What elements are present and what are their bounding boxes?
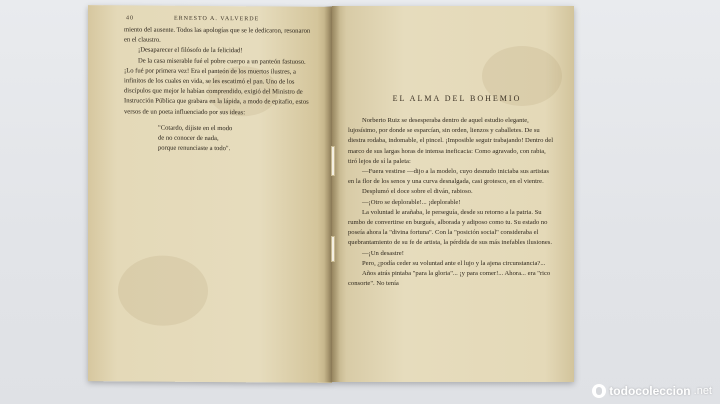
watermark-brand: todocoleccion [609,384,691,398]
left-page-body [124,25,314,161]
binding-stitch [331,236,335,262]
right-page [332,6,574,382]
paragraph: Pero, ¿podía ceder su voluntad ante el lujo y la ajena circunstancia?... [362,259,546,267]
paragraph: De la casa miserable fué el pobre cuerpo a un panteón fastuoso. ¡Lo fué por primera vez! Era el panteón de los muertos ilustres, a infinitos de los cuales en vida, se les escatimó el pan. Uno de los discípulos que mejor le habían comprendido, exigió del Ministro de Instrucción Pública que grabara en la lápida, a modo de epitafio, estos versos de un poeta influenciado por sus ideas: [124,57,309,116]
paragraph: —¡Un desastre! [362,249,404,257]
left-page [88,5,332,383]
verse-line: porque renunciaste a todo". [158,144,231,153]
paragraph: Desplumó el doce sobre el diván, rabioso. [362,188,473,196]
brand-logo-icon [592,384,606,398]
paragraph: ¡Desaparecer el filósofo de la felicidad! [138,46,243,55]
paragraph: La voluntad le arañaba, le perseguía, desde su retorno a la patria. Su rumbo de convertirse en burgués, alborada y adiposo como tu. Su estado no poseía ahora la "divina fortuna". Con la "posición social" consideraba el quebrantamiento de su fe de artista, la pérdida de sus más inefables ilusiones. [348,208,552,247]
left-page-header [126,15,312,22]
paragraph: miento del ausente. Todos las apologías que se le dedicaron, resonaron en el claustro. [124,26,311,44]
verse-line: de no conocer de nada, [158,134,219,143]
paragraph: Norberto Ruiz se desesperaba dentro de aquel estudio elegante, lujosísimo, por donde se esparcían, sin orden, lienzos y caballetes. De su diestra rodaba, indomable, el pincel. ¡Imposible seguir trabajando! Dentro del marco de sus largas horas de intensa ineficacia: Como agravado, con rabia, tiró lejos de sí la paleta: [348,117,554,165]
paragraph: —Fuera vestirse —dijo a la modelo, cuyo desnudo iniciaba sus artistas en la flor de los senos y una curva desnalgada, casi grotesco, en el vientre. [348,168,549,186]
watermark [592,384,712,398]
running-head: ERNESTO A. VALVERDE [174,15,260,23]
paragraph: Años atrás pintaba "para la gloria"... ¡y para comer!... Ahora... era "rico consorte". No tenía [348,270,551,288]
right-page-body [348,116,554,289]
paragraph: —¡Otro se deplorable!... ¡deplorable! [362,198,461,206]
verse-line: "Cotardo, dijiste en el modo [158,124,233,132]
page-number: 40 [126,15,134,22]
open-book [88,6,574,382]
watermark-domain: .net [693,385,712,397]
book-gutter [324,6,340,382]
binding-stitch [331,146,335,176]
chapter-title: EL ALMA DEL BOHEMIO [392,94,522,103]
epitaph-verse [124,123,314,155]
